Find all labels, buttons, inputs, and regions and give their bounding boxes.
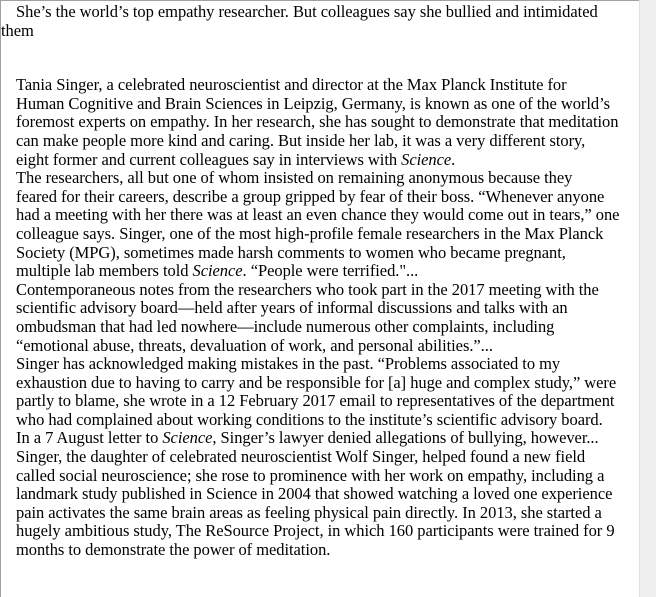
paragraph-line: hugely ambitious study, The ReSource Project, in which 160 participants were trained for 9	[16, 521, 615, 541]
paragraph-line: colleague says. Singer, one of the most high-profile female researchers in the Max Planck	[16, 223, 604, 243]
paragraph-line: months to demonstrate the power of meditation.	[16, 540, 331, 560]
paragraph-line	[6, 151, 639, 170]
paragraph-line: Contemporaneous notes from the researchers who took part in the 2017 meeting with the	[16, 279, 599, 299]
spacer	[6, 40, 639, 76]
paragraph-2	[6, 169, 639, 281]
paragraph-line: Tania Singer, a celebrated neuroscientist and director at the Max Planck Institute for	[16, 75, 567, 95]
paragraph-line: landmark study published in Science in 2004 that showed watching a loved one experience	[16, 484, 613, 504]
text-run: , Singer’s lawyer denied allegations of bullying, however...	[212, 428, 599, 448]
paragraph-4	[6, 355, 639, 448]
paragraph-line: scientific advisory board—held after years of informal discussions and talks with an	[16, 298, 568, 318]
paragraph-line: foremost experts on empathy. In her research, she has sought to demonstrate that meditation	[16, 112, 619, 132]
publication-name: Science	[192, 261, 243, 281]
paragraph-line: Society (MPG), sometimes made harsh comments to women who became pregnant,	[16, 242, 566, 262]
paragraph-line: who had complained about working conditions to the institute’s scientific advisory board.	[16, 409, 603, 429]
paragraph-line: feared for their careers, describe a group gripped by fear of their boss. “Whenever anyone	[16, 186, 605, 206]
headline-line: She’s the world’s top empathy researcher. But colleagues say she bullied and intimidated	[16, 2, 598, 21]
text-run: In a 7 August letter to	[16, 428, 163, 448]
paragraph-line: “emotional abuse, threats, devaluation of work, and personal abilities.”...	[16, 335, 493, 355]
paragraph-line: The researchers, all but one of whom insisted on remaining anonymous because they	[16, 168, 573, 188]
publication-name: Science	[162, 428, 213, 448]
paragraph-5	[6, 448, 639, 560]
paragraph-line: Singer has acknowledged making mistakes in the past. “Problems associated to my	[16, 354, 561, 374]
paragraph-line: pain activates the same brain areas as feeling physical pain directly. In 2013, she started a	[16, 502, 602, 522]
publication-name: Science	[401, 149, 452, 169]
paragraph-line: had a meeting with her there was at least an even chance they would come out in tears,” one	[16, 205, 620, 225]
article-body	[1, 2, 639, 560]
article-headline	[1, 2, 639, 40]
paragraph-line: ombudsman that had led nowhere—include numerous other complaints, including	[16, 316, 555, 336]
paragraph-line: can make people more kind and caring. But inside her lab, it was a very different story,	[16, 130, 586, 150]
text-run: .	[451, 149, 456, 169]
paragraph-1	[6, 76, 639, 169]
paragraph-line: exhaustion due to having to carry and be responsible for [a] huge and complex study,” were	[16, 372, 617, 392]
paragraph-line	[6, 429, 639, 448]
vertical-scrollbar[interactable]	[639, 0, 656, 597]
headline-line: them	[1, 20, 34, 40]
text-run: . “People were terrified."...	[242, 261, 419, 281]
paragraph-line: Human Cognitive and Brain Sciences in Leipzig, Germany, is known as one of the world’s	[16, 93, 611, 113]
paragraph-line: called social neuroscience; she rose to prominence with her work on empathy, including a	[16, 465, 605, 485]
paragraph-3	[6, 281, 639, 355]
paragraph-line	[6, 262, 639, 281]
paragraph-line: Singer, the daughter of celebrated neuroscientist Wolf Singer, helped found a new field	[16, 447, 586, 467]
text-run: eight former and current colleagues say in interviews with	[16, 149, 402, 169]
paragraph-line: partly to blame, she wrote in a 12 February 2017 email to representatives of the department	[16, 391, 615, 411]
text-run: multiple lab members told	[16, 261, 193, 281]
